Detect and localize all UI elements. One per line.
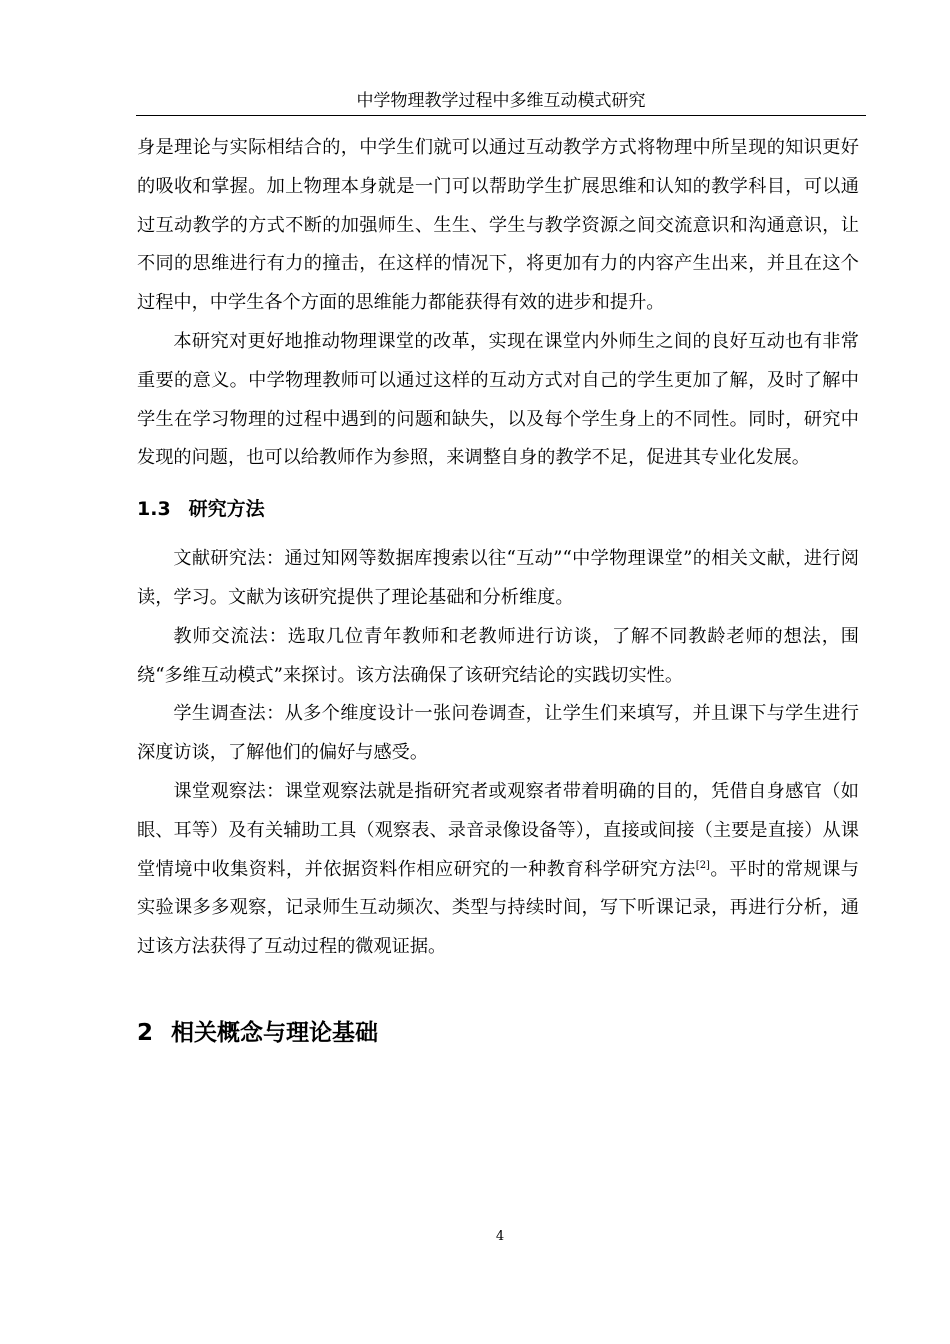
section-number: 1.3: [137, 498, 171, 521]
paragraph-student-survey-method: 学生调查法：从多个维度设计一张问卷调查，让学生们来填写，并且课下与学生进行深度访谈，了解他们的偏好与感受。: [137, 703, 859, 764]
paragraph-research-significance: 本研究对更好地推动物理课堂的改革，实现在课堂内外师生之间的良好互动也有非常重要的意义。中学物理教师可以通过这样的互动方式对自己的学生更加了解，及时了解中学生在学习物理的过程中遇到的问题和缺失，以及每个学生身上的不同性。同时，研究中发现的问题，也可以给教师作为参照，来调整自身的教学不足，促进其专业化发展。: [137, 330, 859, 469]
chapter-number: 2: [137, 1019, 154, 1046]
observation-text-part-2: 。平时的常规课与实验课多多观察，记录师生互动频次、类型与持续时间，写下听课记录，再进行分析，通过该方法获得了互动过程的微观证据。: [137, 858, 859, 958]
paragraph-literature-method: 文献研究法：通过知网等数据库搜索以往“互动”“中学物理课堂”的相关文献，进行阅读，学习。文献为该研究提供了理论基础和分析维度。: [137, 548, 859, 608]
citation-reference[interactable]: [2]: [695, 859, 710, 871]
paragraph-continuation: 身是理论与实际相结合的，中学生们就可以通过互动教学方式将物理中所呈现的知识更好的吸收和掌握。加上物理本身就是一门可以帮助学生扩展思维和认知的教学科目，可以通过互动教学的方式不断的加强师生、生生、学生与教学资源之间交流意识和沟通意识，让不同的思维进行有力的撞击，在这样的情况下，将更加有力的内容产生出来，并且在这个过程中，中学生各个方面的思维能力都能获得有效的进步和提升。: [137, 137, 859, 314]
chapter-heading-2: [137, 1013, 859, 1053]
header-rule: [136, 115, 866, 116]
body-text: [137, 129, 859, 1053]
paragraph-teacher-exchange-method: 教师交流法：选取几位青年教师和老教师进行访谈，了解不同教龄老师的想法，围绕“多维互动模式”来探讨。该方法确保了该研究结论的实践切实性。: [137, 625, 859, 686]
page-number: 4: [495, 1229, 505, 1244]
running-header: 中学物理教学过程中多维互动模式研究: [356, 91, 646, 111]
observation-text-part-1: 课堂观察法：课堂观察法就是指研究者或观察者带着明确的目的，凭借自身感官（如眼、耳等）及有关辅助工具（观察表、录音录像设备等），直接或间接（主要是直接）从课堂情境中收集资料，并依据资料作相应研究的一种教育科学研究方法: [137, 780, 859, 880]
paragraph-classroom-observation-method: [137, 773, 859, 967]
section-heading-1-3: [137, 490, 859, 528]
chapter-title: 相关概念与理论基础: [171, 1019, 379, 1046]
section-title: 研究方法: [188, 498, 265, 521]
